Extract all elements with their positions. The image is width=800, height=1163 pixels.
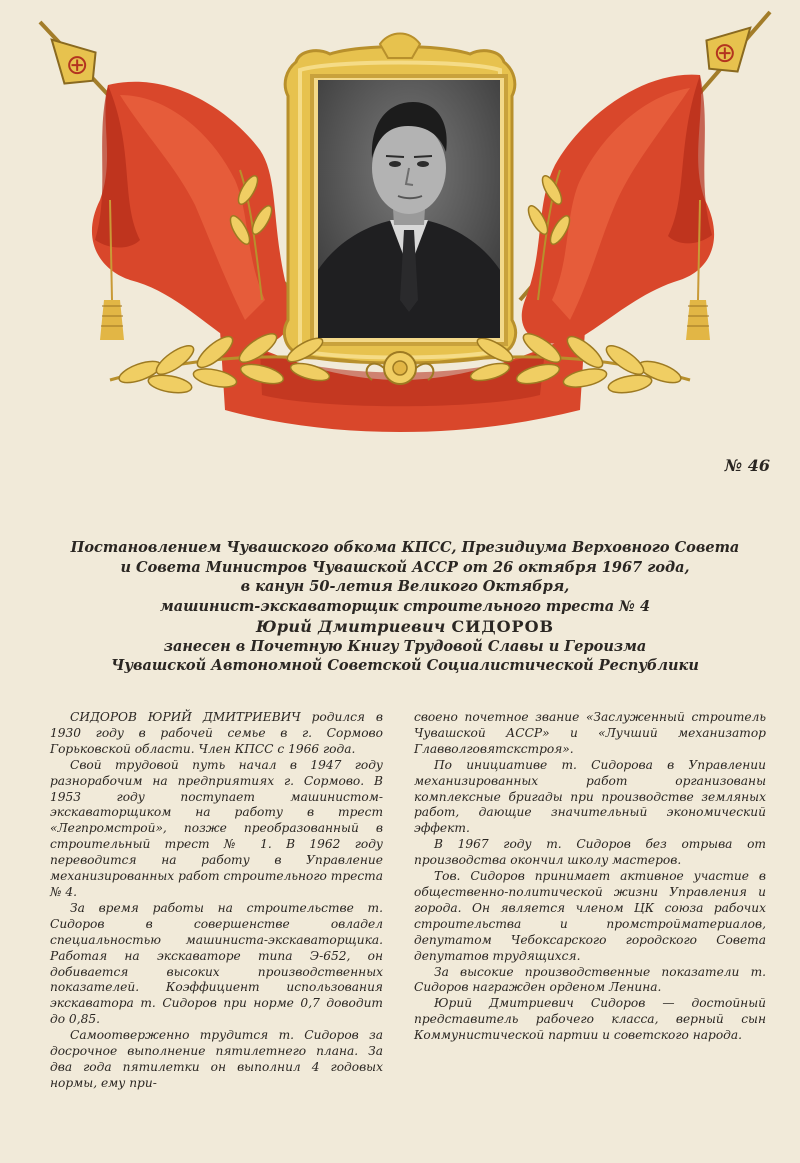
honoree-name — [60, 617, 750, 637]
heading-line: Постановлением Чувашского обкома КПСС, Президиума Верховного Совета — [70, 539, 740, 556]
biography-paragraph: СИДОРОВ ЮРИЙ ДМИТРИЕВИЧ родился в 1930 году в рабочей семье в г. Сормово Горьковской области. Член КПСС с 1966 года. — [50, 710, 383, 756]
heading-line: машинист-экскаваторщик строительного треста № 4 — [159, 598, 651, 616]
biography-left-column — [50, 710, 383, 1092]
honoree-given-name: Юрий Дмитриевич — [255, 616, 446, 636]
biography-paragraph: Тов. Сидоров принимает активное участие в общественно-политической жизни Управления и города. Он является членом ЦК союза рабочих строительства и промстройматериалов, депутатом Чебоксарского городского Совета депутатов трудящихся. — [414, 869, 766, 963]
honoree-surname: СИДОРОВ — [451, 616, 555, 636]
heading-line: занесен в Почетную Книгу Трудовой Славы и Героизма — [163, 637, 647, 655]
portrait-photo — [318, 80, 500, 338]
biography-paragraph: В 1967 году т. Сидоров без отрыва от производства окончил школу мастеров. — [414, 837, 766, 868]
heading-line: и Совета Министров Чувашской АССР от 26 октября 1967 года, — [120, 558, 690, 576]
page-number: № 46 — [724, 456, 770, 475]
biography-paragraph: Свой трудовой путь начал в 1947 году разнорабочим на предприятиях г. Сормово. В 1953 году поступает машинистом-экскаваторщиком на работу в трест «Легпромстрой», позже преобразованный в строительный трест № 1. В 1962 году переводится на работу в Управление механизированных работ строительного треста № 4. — [50, 757, 383, 899]
heading-line: в канун 50-летия Великого Октября, — [240, 578, 570, 596]
biography-paragraph: своено почетное звание «Заслуженный строитель Чувашской АССР» и «Лучший механизатор Главволговятскстроя». — [414, 710, 766, 756]
biography-paragraph: Юрий Дмитриевич Сидоров — достойный представитель рабочего класса, верный сын Коммунистической партии и советского народа. — [414, 996, 766, 1043]
heading-line: Чувашской Автономной Советской Социалистической Республики — [111, 657, 699, 675]
biography-paragraph: Самоотверженно трудится т. Сидоров за досрочное выполнение пятилетнего плана. За два года пятилетки он выполнил 4 годовых нормы, ему при- — [50, 1028, 383, 1090]
decree-heading — [60, 538, 750, 676]
biography-paragraph: По инициативе т. Сидорова в Управлении механизированных работ организованы комплексные бригады при производстве земляных работ, дающие значительный экономический эффект. — [414, 757, 766, 836]
right-finial-icon — [694, 12, 766, 84]
biography-paragraph: За время работы на строительстве т. Сидоров в совершенстве овладел специальностью машиниста-экскаваторщика. Работая на экскаваторе типа Э-652, он добивается высоких производственных показателей. Коэффициент использования экскаватора т. Сидоров при норме 0,7 доводит до 0,85. — [50, 900, 383, 1027]
biography-paragraph: За высокие производственные показатели т. Сидоров награжден орденом Ленина. — [414, 964, 766, 995]
biography-right-column — [414, 710, 766, 1044]
